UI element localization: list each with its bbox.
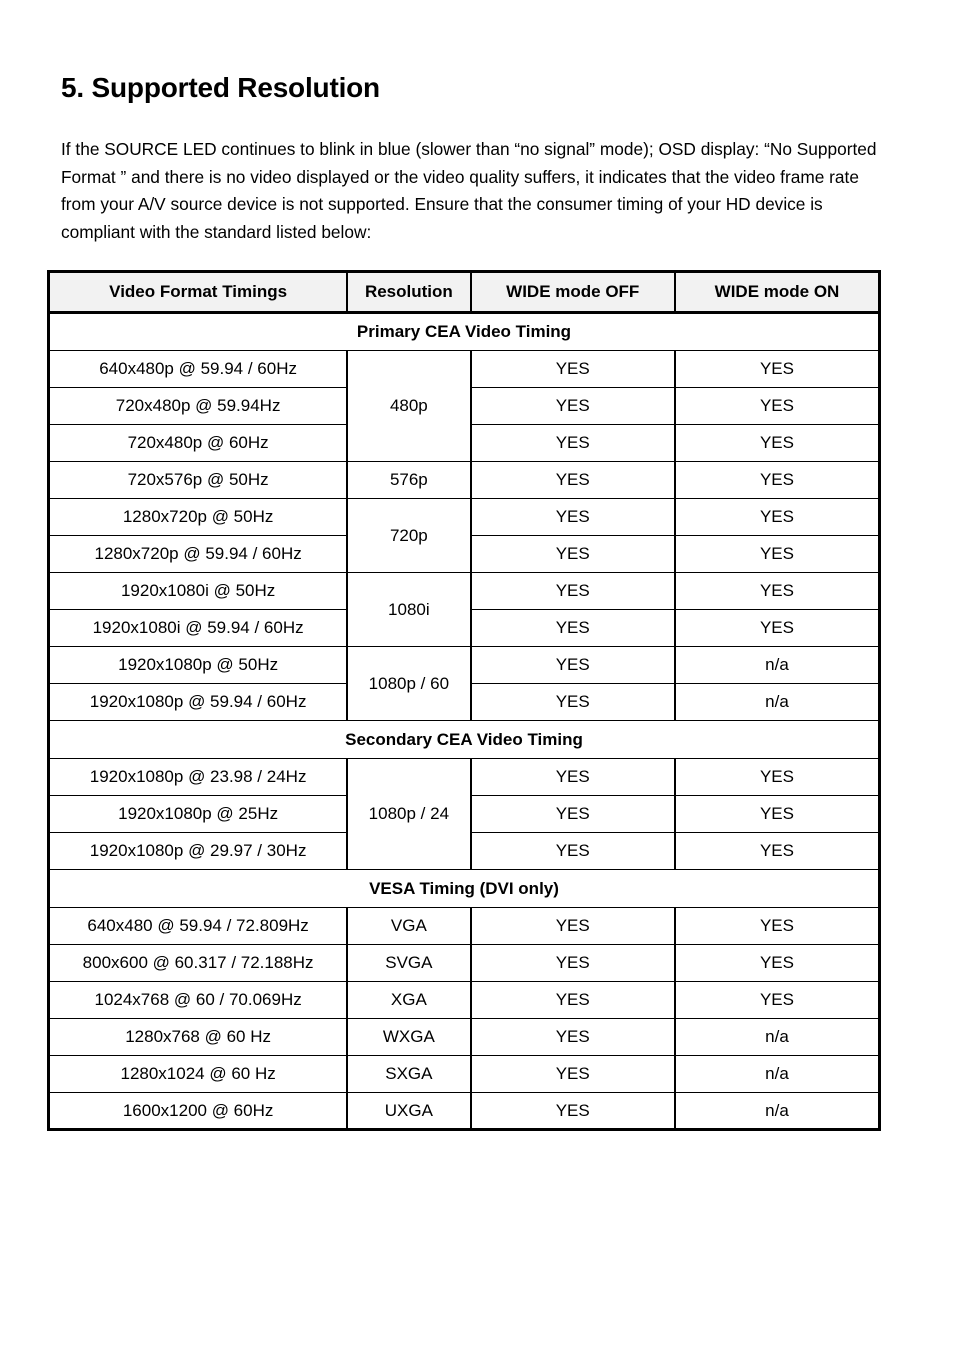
- timing-cell: 1920x1080i @ 50Hz: [49, 573, 348, 610]
- wide-on-cell: YES: [675, 462, 880, 499]
- resolution-cell: 1080i: [347, 573, 470, 647]
- resolution-cell: 480p: [347, 351, 470, 462]
- wide-on-cell: YES: [675, 833, 880, 870]
- timing-cell: 1600x1200 @ 60Hz: [49, 1093, 348, 1130]
- table-body: [49, 313, 880, 1130]
- wide-off-cell: YES: [471, 833, 675, 870]
- wide-on-cell: YES: [675, 982, 880, 1019]
- table-row: [49, 759, 880, 796]
- table-row: [49, 351, 880, 388]
- wide-off-cell: YES: [471, 425, 675, 462]
- section-row: [49, 313, 880, 351]
- timing-cell: 720x576p @ 50Hz: [49, 462, 348, 499]
- header-video-format-timings: Video Format Timings: [49, 272, 348, 313]
- timing-cell: 1280x720p @ 50Hz: [49, 499, 348, 536]
- resolution-cell: SVGA: [347, 945, 470, 982]
- wide-on-cell: YES: [675, 908, 880, 945]
- wide-on-cell: YES: [675, 573, 880, 610]
- header-row: [49, 272, 880, 313]
- wide-off-cell: YES: [471, 610, 675, 647]
- table-row: [49, 1056, 880, 1093]
- wide-off-cell: YES: [471, 573, 675, 610]
- wide-on-cell: YES: [675, 796, 880, 833]
- wide-on-cell: n/a: [675, 684, 880, 721]
- section-label: Secondary CEA Video Timing: [49, 721, 880, 759]
- wide-off-cell: YES: [471, 1093, 675, 1130]
- wide-off-cell: YES: [471, 759, 675, 796]
- wide-off-cell: YES: [471, 1056, 675, 1093]
- table-row: [49, 982, 880, 1019]
- timing-cell: 1920x1080p @ 50Hz: [49, 647, 348, 684]
- header-wide-mode-off: WIDE mode OFF: [471, 272, 675, 313]
- section-label: Primary CEA Video Timing: [49, 313, 880, 351]
- timing-cell: 720x480p @ 60Hz: [49, 425, 348, 462]
- wide-off-cell: YES: [471, 908, 675, 945]
- wide-on-cell: n/a: [675, 647, 880, 684]
- wide-off-cell: YES: [471, 536, 675, 573]
- resolution-cell: SXGA: [347, 1056, 470, 1093]
- wide-off-cell: YES: [471, 351, 675, 388]
- wide-off-cell: YES: [471, 388, 675, 425]
- timing-cell: 1024x768 @ 60 / 70.069Hz: [49, 982, 348, 1019]
- wide-on-cell: YES: [675, 499, 880, 536]
- resolution-cell: 1080p / 24: [347, 759, 470, 870]
- wide-off-cell: YES: [471, 796, 675, 833]
- timing-cell: 640x480 @ 59.94 / 72.809Hz: [49, 908, 348, 945]
- wide-off-cell: YES: [471, 1019, 675, 1056]
- timing-cell: 1280x720p @ 59.94 / 60Hz: [49, 536, 348, 573]
- table-row: [49, 462, 880, 499]
- timing-cell: 1920x1080i @ 59.94 / 60Hz: [49, 610, 348, 647]
- timing-cell: 1920x1080p @ 29.97 / 30Hz: [49, 833, 348, 870]
- section-row: [49, 870, 880, 908]
- wide-off-cell: YES: [471, 945, 675, 982]
- header-wide-mode-on: WIDE mode ON: [675, 272, 880, 313]
- timing-cell: 1920x1080p @ 23.98 / 24Hz: [49, 759, 348, 796]
- resolution-cell: 576p: [347, 462, 470, 499]
- wide-off-cell: YES: [471, 499, 675, 536]
- supported-resolution-table: [47, 270, 881, 1131]
- section-label: VESA Timing (DVI only): [49, 870, 880, 908]
- table-row: [49, 573, 880, 610]
- table-header: [49, 272, 880, 313]
- timing-cell: 1280x768 @ 60 Hz: [49, 1019, 348, 1056]
- resolution-cell: 1080p / 60: [347, 647, 470, 721]
- wide-off-cell: YES: [471, 647, 675, 684]
- table-row: [49, 1093, 880, 1130]
- resolution-cell: 720p: [347, 499, 470, 573]
- wide-on-cell: YES: [675, 351, 880, 388]
- timing-cell: 640x480p @ 59.94 / 60Hz: [49, 351, 348, 388]
- wide-on-cell: n/a: [675, 1093, 880, 1130]
- section-row: [49, 721, 880, 759]
- wide-off-cell: YES: [471, 462, 675, 499]
- table-row: [49, 945, 880, 982]
- table-row: [49, 908, 880, 945]
- resolution-cell: XGA: [347, 982, 470, 1019]
- timing-cell: 1920x1080p @ 59.94 / 60Hz: [49, 684, 348, 721]
- wide-on-cell: YES: [675, 536, 880, 573]
- wide-on-cell: YES: [675, 610, 880, 647]
- wide-on-cell: n/a: [675, 1019, 880, 1056]
- table-row: [49, 499, 880, 536]
- timing-cell: 1280x1024 @ 60 Hz: [49, 1056, 348, 1093]
- wide-on-cell: YES: [675, 945, 880, 982]
- header-resolution: Resolution: [347, 272, 470, 313]
- wide-on-cell: YES: [675, 388, 880, 425]
- resolution-cell: UXGA: [347, 1093, 470, 1130]
- resolution-cell: VGA: [347, 908, 470, 945]
- wide-on-cell: YES: [675, 425, 880, 462]
- timing-cell: 1920x1080p @ 25Hz: [49, 796, 348, 833]
- wide-on-cell: n/a: [675, 1056, 880, 1093]
- table-row: [49, 1019, 880, 1056]
- intro-paragraph: If the SOURCE LED continues to blink in blue (slower than “no signal” mode); OSD display: “No Supported Format ” and there is no video displayed or the video quality suffers, it indicates that the video frame rate from your A/V source device is not supported. Ensure that the consumer timing of your HD device is compliant with the standard listed below:: [61, 139, 877, 242]
- page-title: 5. Supported Resolution: [61, 72, 380, 103]
- wide-on-cell: YES: [675, 759, 880, 796]
- timing-cell: 720x480p @ 59.94Hz: [49, 388, 348, 425]
- wide-off-cell: YES: [471, 684, 675, 721]
- timing-cell: 800x600 @ 60.317 / 72.188Hz: [49, 945, 348, 982]
- table-row: [49, 647, 880, 684]
- wide-off-cell: YES: [471, 982, 675, 1019]
- resolution-cell: WXGA: [347, 1019, 470, 1056]
